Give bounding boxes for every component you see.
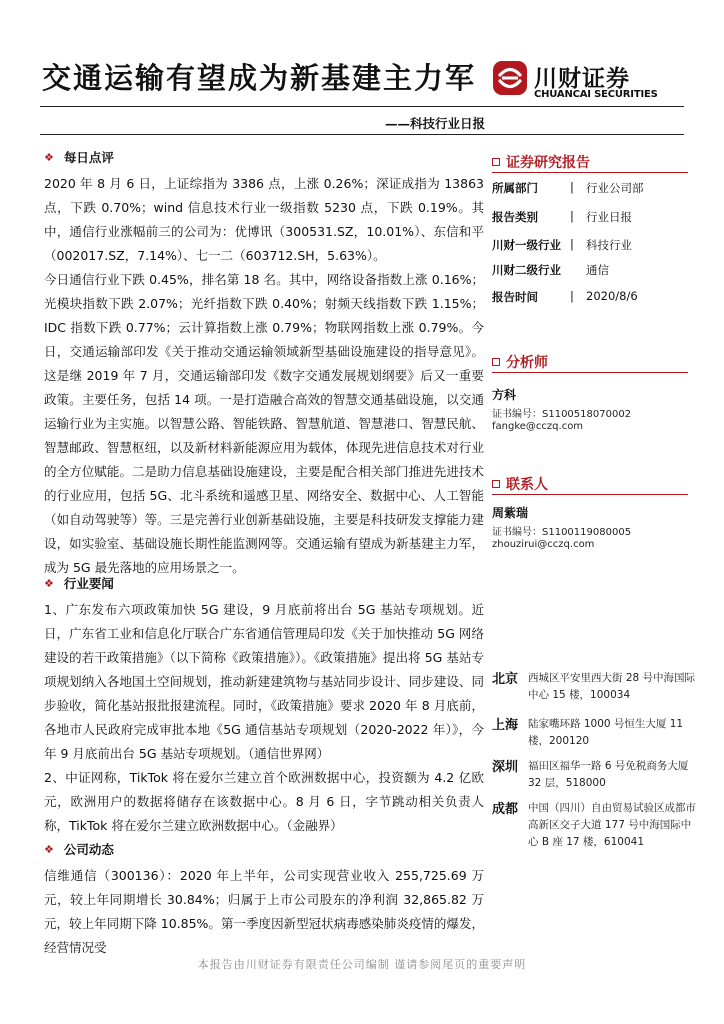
office-city-chengdu: 成都: [492, 802, 519, 817]
office-city-shanghai: 上海: [492, 718, 519, 733]
contact-email[interactable]: zhouzirui@cczq.com: [492, 539, 595, 550]
diamond-bullet-icon: ❖: [44, 150, 54, 164]
paragraph: 1、广东发布六项政策加快 5G 建设，9 月底前将出台 5G 基站专项规划。近日，广东省工业和信息化厅联合广东省通信管理局印发《关于加快推动 5G 网络建设的若干政策措施》（以下简称《政策措施》）。《政策措施》提出将 5G 基站专项规划纳入各地国土空间规划，推动新建建筑物与基站同步设计、同步建设、同步验收，简化基站报批报建流程。同时，《政策措施》要求 2020 年 8 月底前，各地市人民政府完成审批本地《5G 通信基站专项规划（2020-2022 年）》，今年 9 月底前出台 5G 基站专项规划。（通信世界网）: [44, 602, 484, 761]
info-value-category: 行业日报: [586, 210, 632, 224]
paragraph: 信维通信（300136）：2020 年上半年，公司实现营业收入 255,725.69 万元，较上年同期增长 30.84%；归属于上市公司股东的净利润 32,865.82 万元，较上年同期下降 10.85%。第一季度因新型冠状病毒感染肺炎疫情的爆发，经营情况受: [44, 868, 484, 955]
analyst-email[interactable]: fangke@cczq.com: [492, 421, 584, 432]
office-city-beijing: 北京: [492, 672, 519, 687]
contact-name: 周紫瑞: [492, 506, 529, 520]
report-subtitle: ——科技行业日报: [385, 116, 486, 131]
sidebar-heading-text: 联系人: [506, 477, 548, 493]
office-address-shenzhen: 福田区福华一路 6 号免税商务大厦 32 层，518000: [528, 760, 689, 789]
info-separator: |: [570, 289, 574, 303]
info-value-department: 行业公司部: [586, 181, 644, 195]
info-value-industry2: 通信: [586, 263, 609, 277]
square-bullet-icon: [492, 158, 500, 166]
paragraph: 2、中证网称，TikTok 将在爱尔兰建立首个欧洲数据中心，投资额为 4.2 亿欧元，欧洲用户的数据将储存在该数据中心。8 月 6 日，字节跳动相关负责人称，TikTok 将在爱尔兰建立欧洲数据中心。（金融界）: [44, 770, 484, 833]
info-separator: |: [570, 237, 574, 251]
section-heading-text: 每日点评: [63, 150, 114, 165]
info-label-category: 报告类别: [492, 210, 538, 224]
office-city-shenzhen: 深圳: [492, 760, 519, 775]
sidebar-divider: [492, 494, 688, 495]
square-bullet-icon: [492, 480, 500, 488]
info-separator: |: [570, 180, 574, 194]
section-heading-text: 公司动态: [63, 842, 114, 857]
info-label-industry1: 川财一级行业: [492, 238, 561, 252]
sidebar-heading-analyst: [492, 352, 548, 372]
office-address-shanghai: 陆家嘴环路 1000 号恒生大厦 11 楼，200120: [528, 718, 684, 747]
section-heading-company: [44, 840, 114, 858]
office-address-beijing: 西城区平安里西大街 28 号中海国际中心 15 楼，100034: [528, 672, 696, 701]
diamond-bullet-icon: ❖: [44, 842, 54, 856]
info-value-industry1: 科技行业: [586, 238, 632, 252]
page-title: 交通运输有望成为新基建主力军: [42, 61, 477, 95]
sidebar-heading-contact: [492, 474, 548, 494]
brand-name-en: CHUANCAI SECURITIES: [534, 89, 658, 100]
info-label-industry2: 川财二级行业: [492, 263, 561, 277]
section-heading-daily: [44, 148, 114, 166]
sidebar-heading-report: [492, 152, 590, 172]
header-divider: [40, 106, 684, 107]
chuancai-logo-icon: [492, 60, 528, 96]
analyst-name: 方科: [492, 388, 517, 402]
info-separator: |: [570, 209, 574, 223]
sidebar-divider: [492, 372, 688, 373]
header-divider-bottom: [40, 134, 684, 135]
sidebar-heading-text: 分析师: [506, 355, 548, 371]
paragraph: 今日通信行业下跌 0.45%，排名第 18 名。其中，网络设备指数上涨 0.16%；光模块指数下跌 2.07%；光纤指数下跌 0.40%；射频天线指数下跌 1.15%；IDC 指数下跌 0.77%；云计算指数上涨 0.79%；物联网指数上涨 0.79%。今日，交通运输部印发《关于推动交通运输领域新型基础设施建设的指导意见》。这是继 2019 年 7 月，交通运输部印发《数字交通发展规划纲要》后又一重要政策。主要任务，包括 14 项。一是打造融合高效的智慧交通基础设施，以交通运输行业为主实施。以智慧公路、智能铁路、智慧航道、智慧港口、智慧民航、智慧邮政、智慧枢纽，以及新材料新能源应用为载体，体现先进信息技术对行业的全方位赋能。二是助力信息基础设施建设，主要是配合相关部门推进先进技术的行业应用，包括 5G、北斗系统和遥感卫星、网络安全、数据中心、人工智能（如自动驾驶等）等。三是完善行业创新基础设施，主要是科技研发支撑能力建设，如实验室、基础设施长期性能监测网等。交通运输有望成为新基建主力军，成为 5G 最先落地的应用场景之一。: [44, 272, 484, 575]
office-address-chengdu: 中国（四川）自由贸易试验区成都市高新区交子大道 177 号中海国际中心 B 座 17 楼，610041: [528, 802, 696, 848]
paragraph: 2020 年 8 月 6 日，上证综指为 3386 点，上涨 0.26%；深证成指为 13863 点，下跌 0.70%；wind 信息技术行业一级指数 5230 点，下跌 0.19%。其中，通信行业涨幅前三的公司为：优博讯（300531.SZ，10.01%）、东信和平（002017.SZ，7.14%）、七一二（603712.SH，5.63%）。: [44, 176, 484, 263]
analyst-cert: 证书编号：S1100518070002: [492, 409, 632, 420]
diamond-bullet-icon: ❖: [44, 576, 54, 590]
square-bullet-icon: [492, 358, 500, 366]
section-heading-industry: [44, 574, 114, 592]
sidebar-divider: [492, 172, 688, 173]
info-label-department: 所属部门: [492, 181, 538, 195]
sidebar-heading-text: 证券研究报告: [506, 155, 590, 171]
info-label-date: 报告时间: [492, 290, 538, 304]
brand-name-cn: 川财证券: [534, 66, 630, 92]
info-value-date: 2020/8/6: [586, 289, 638, 303]
page-footer: 本报告由川财证券有限责任公司编制 谨请参阅尾页的重要声明: [197, 958, 527, 971]
section-heading-text: 行业要闻: [63, 576, 114, 591]
contact-cert: 证书编号：S1100119080005: [492, 527, 632, 538]
